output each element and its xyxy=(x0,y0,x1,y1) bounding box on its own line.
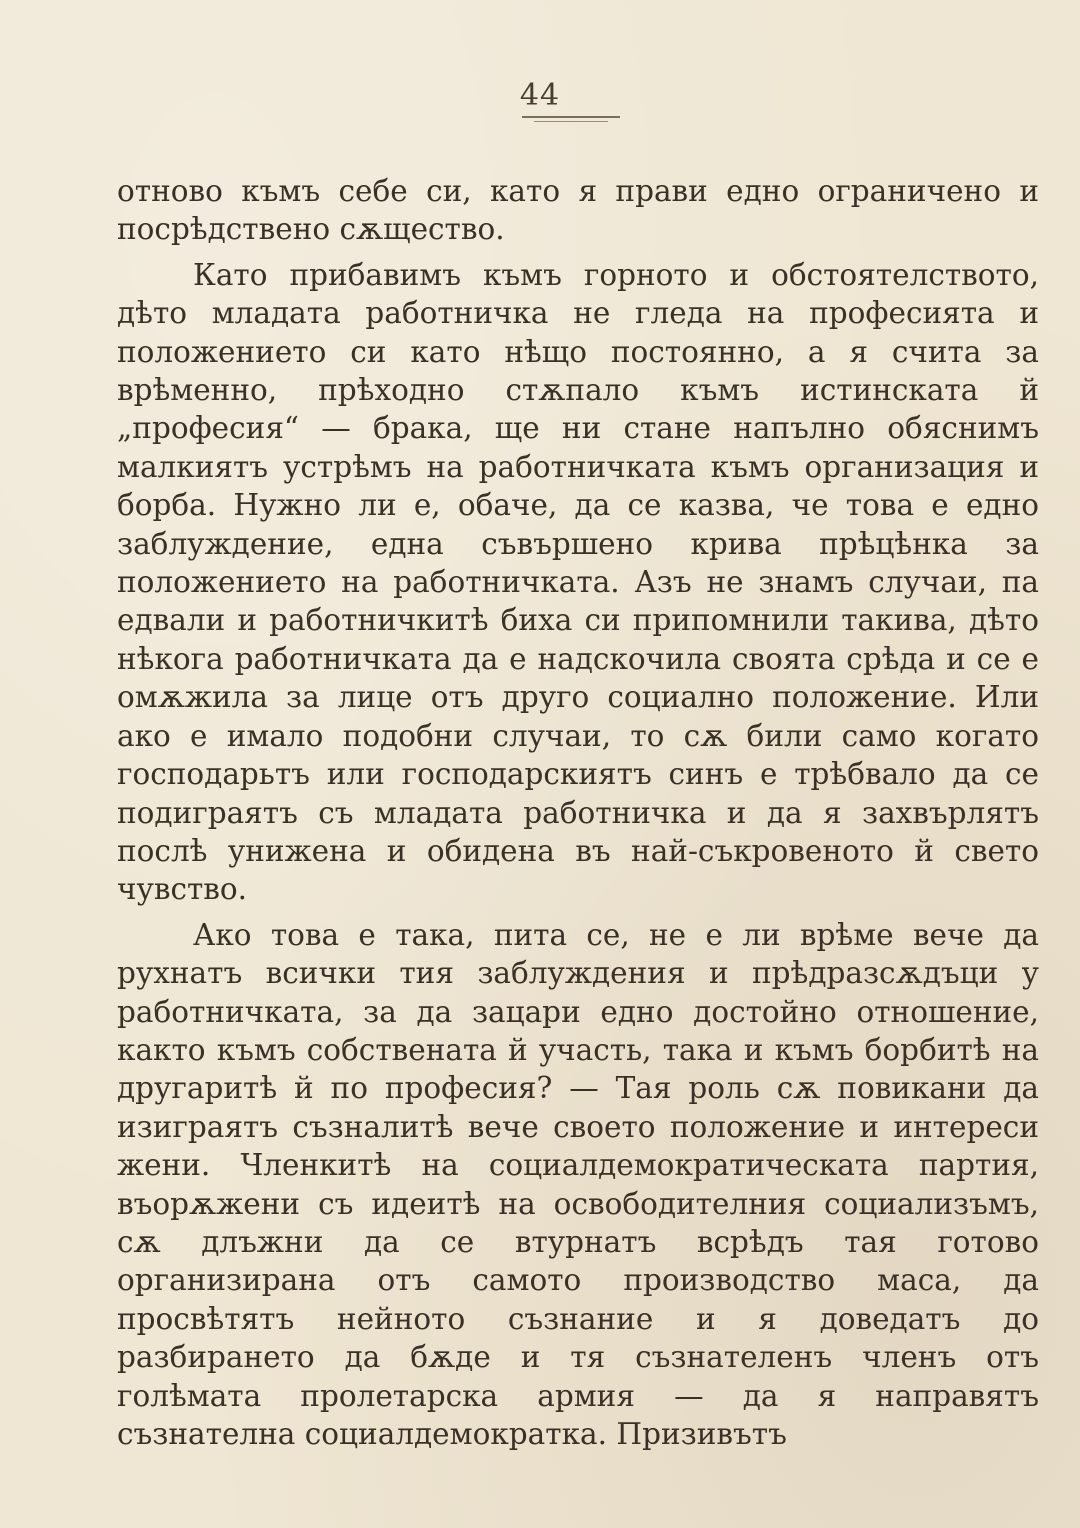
page-number-rule-thin xyxy=(534,121,608,122)
body-text xyxy=(117,172,1039,1453)
paragraph: Ако това е така, пита се, не е ли врѣме вече да рухнатъ всички тия заблуждения и прѣдразсѫдъци у работничката, за да зацари едно достойно отношение, както къмъ собствената й участь, така и къмъ борбитѣ на другаритѣ й по професия? — Тая роль сѫ повикани да изиграятъ съзналитѣ вече своето положение и интереси жени. Членкитѣ на социалдемократическата партия, въорѫжени съ идеитѣ на освободителния социализъмъ, сѫ длъжни да се втурнатъ всрѣдъ тая готово организирана отъ самото производство маса, да просвѣтятъ нейното съзнание и я доведатъ до разбирането да бѫде и тя съзнателенъ членъ отъ голѣмата пролетарска армия — да я направятъ съзнателна социалдемократка. Призивътъ xyxy=(117,917,1039,1451)
page-number-rule xyxy=(522,116,620,118)
page-number: 44 xyxy=(519,78,561,113)
paragraph: Като прибавимъ къмъ горното и обстоятелството, дѣто младата работничка не гледа на професията и положението си като нѣщо постоянно, а я счита за врѣменно, прѣходно стѫпало къмъ истинската й „професия“ — брака, ще ни стане напълно обяснимъ малкиятъ устрѣмъ на работничката къмъ организация и борба. Нужно ли е, обаче, да се казва, че това е едно заблуждение, една съвършено крива прѣцѣнка за положението на работничката. Азъ не знамъ случаи, па едвали и работничкитѣ биха си припомнили такива, дѣто нѣкога работничката да е надскочила своята срѣда и се е омѫжила за лице отъ друго социално положение. Или ако е имало подобни случаи, то сѫ били само когато господарьтъ или господарскиятъ синъ е трѣбвало да се подиграятъ съ младата работничка и да я захвърлятъ послѣ унижена и обидена въ най-съкровеното й свето чувство. xyxy=(117,257,1039,907)
paragraph-continuation: отново къмъ себе си, като я прави едно ограничено и посрѣдствено сѫщество. xyxy=(117,174,1039,247)
paragraph-gap xyxy=(117,249,1039,256)
paragraph-gap xyxy=(117,909,1039,916)
